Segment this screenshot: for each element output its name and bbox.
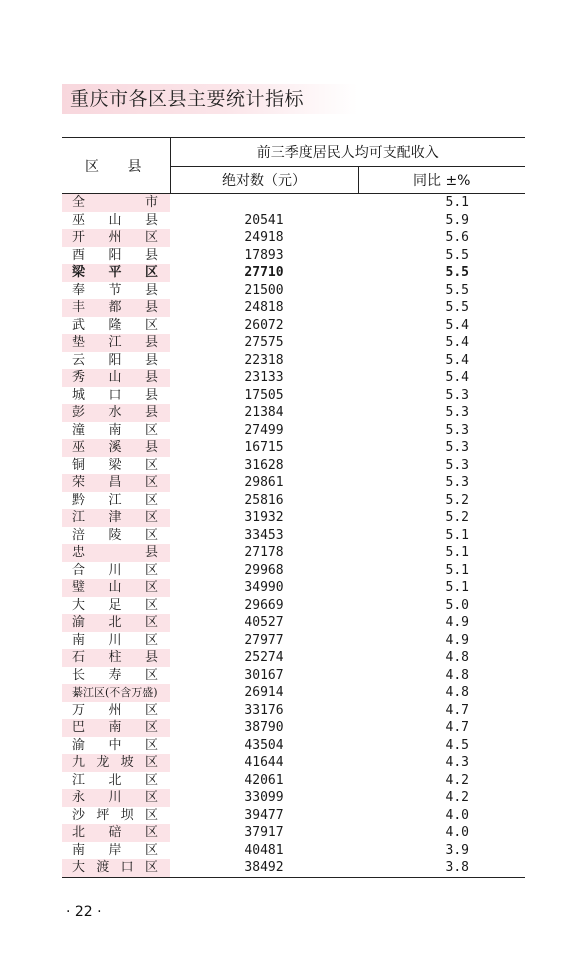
yoy-value-cell: 5.9 xyxy=(445,212,469,228)
region-name-cell xyxy=(62,334,170,352)
region-name-char: 州 xyxy=(108,702,122,718)
table-row xyxy=(62,562,525,580)
table-row xyxy=(62,527,525,545)
absolute-value-cell: 43504 xyxy=(244,737,284,753)
region-name-char: 县 xyxy=(144,387,158,403)
absolute-value-cell: 26072 xyxy=(244,317,284,333)
region-name-char: 北 xyxy=(108,615,122,631)
yoy-value-cell: 4.9 xyxy=(445,615,469,631)
yoy-value-cell: 4.9 xyxy=(445,632,469,648)
region-name-char: 县 xyxy=(144,212,158,228)
table-row xyxy=(62,632,525,650)
region-name-char: 水 xyxy=(108,405,122,421)
table-row xyxy=(62,334,525,352)
absolute-value-cell: 17893 xyxy=(244,247,284,263)
region-name-char: 南 xyxy=(72,632,86,648)
region-name-char: 隆 xyxy=(108,317,122,333)
region-name-cell xyxy=(62,649,170,667)
region-name-char: 区 xyxy=(144,475,158,491)
region-name-cell xyxy=(62,264,170,282)
table-row xyxy=(62,772,525,790)
table-row xyxy=(62,404,525,422)
region-name-char: 区 xyxy=(144,807,158,823)
region-name-cell xyxy=(62,527,170,545)
region-name-cell xyxy=(62,282,170,300)
absolute-value-cell xyxy=(170,194,358,212)
region-name-cell xyxy=(62,299,170,317)
yoy-value-cell: 3.9 xyxy=(445,842,469,858)
absolute-value-cell: 25274 xyxy=(244,650,284,666)
region-name-char: 綦江区(不含万盛) xyxy=(72,686,158,700)
table-row xyxy=(62,194,525,212)
region-name-char: 梁 xyxy=(108,457,122,473)
region-name-char: 丰 xyxy=(72,300,86,316)
absolute-value-cell: 33176 xyxy=(244,702,284,718)
absolute-value-cell: 33453 xyxy=(244,527,284,543)
region-name-char: 璧 xyxy=(72,580,86,596)
table-row xyxy=(62,422,525,440)
table-row xyxy=(62,579,525,597)
absolute-value-cell: 33099 xyxy=(244,790,284,806)
region-name-char: 长 xyxy=(72,667,86,683)
region-name-char: 足 xyxy=(108,597,122,613)
region-name-char: 川 xyxy=(108,562,122,578)
region-name-char: 川 xyxy=(108,790,122,806)
region-name-char: 县 xyxy=(144,352,158,368)
region-name-char: 口 xyxy=(108,387,122,403)
region-name-cell xyxy=(62,422,170,440)
table-row xyxy=(62,807,525,825)
region-name-char: 彭 xyxy=(72,405,86,421)
region-name-char: 中 xyxy=(108,737,122,753)
region-name-cell xyxy=(62,369,170,387)
region-name-char: 口 xyxy=(120,860,134,876)
absolute-value-cell: 27977 xyxy=(244,632,284,648)
absolute-value-cell: 22318 xyxy=(244,352,284,368)
region-name-cell xyxy=(62,439,170,457)
region-name-cell xyxy=(62,492,170,510)
yoy-value-cell: 4.3 xyxy=(445,755,469,771)
yoy-value-cell: 5.3 xyxy=(445,387,469,403)
yoy-value-cell: 5.5 xyxy=(445,265,469,281)
region-name-cell xyxy=(62,859,170,877)
absolute-column-header: 绝对数（元） xyxy=(170,167,358,194)
region-name-char: 北 xyxy=(108,772,122,788)
region-name-char: 渝 xyxy=(72,615,86,631)
yoy-value-cell: 5.1 xyxy=(445,195,469,211)
table-row xyxy=(62,754,525,772)
region-name-char: 大 xyxy=(72,860,86,876)
table-row xyxy=(62,597,525,615)
region-name-char: 县 xyxy=(144,335,158,351)
table-row xyxy=(62,667,525,685)
region-name-char: 区 xyxy=(144,632,158,648)
region-name-char: 铜 xyxy=(72,457,86,473)
table-row xyxy=(62,789,525,807)
table-row xyxy=(62,352,525,370)
absolute-value-cell: 25816 xyxy=(244,492,284,508)
yoy-value-cell: 4.2 xyxy=(445,772,469,788)
region-name-char: 云 xyxy=(72,352,86,368)
table-row xyxy=(62,737,525,755)
table-row xyxy=(62,457,525,475)
region-name-cell xyxy=(62,789,170,807)
region-name-char: 市 xyxy=(144,195,158,211)
region-name-cell xyxy=(62,719,170,737)
region-name-char: 津 xyxy=(108,510,122,526)
region-name-char: 区 xyxy=(144,842,158,858)
region-name-char: 区 xyxy=(144,562,158,578)
absolute-value-cell: 31628 xyxy=(244,457,284,473)
region-name-char: 大 xyxy=(72,597,86,613)
region-name-char: 奉 xyxy=(72,282,86,298)
table-row xyxy=(62,684,525,702)
region-name-cell xyxy=(62,194,170,212)
absolute-value-cell: 21384 xyxy=(244,405,284,421)
region-name-char: 城 xyxy=(72,387,86,403)
table-body xyxy=(62,194,525,878)
table-row xyxy=(62,317,525,335)
region-name-cell xyxy=(62,229,170,247)
absolute-value-cell: 27575 xyxy=(244,335,284,351)
yoy-value-cell: 5.3 xyxy=(445,475,469,491)
yoy-value-cell: 5.1 xyxy=(445,527,469,543)
region-name-char: 州 xyxy=(108,230,122,246)
region-name-char: 山 xyxy=(108,580,122,596)
absolute-value-cell: 40527 xyxy=(244,615,284,631)
absolute-value-cell: 37917 xyxy=(244,825,284,841)
region-name-cell xyxy=(62,824,170,842)
region-name-cell xyxy=(62,247,170,265)
yoy-value-cell: 3.8 xyxy=(358,859,525,877)
page-number: · 22 · xyxy=(66,904,102,920)
table-row xyxy=(62,842,525,860)
table-row xyxy=(62,212,525,230)
absolute-value-cell: 38492 xyxy=(170,859,358,877)
region-name-char: 区 xyxy=(144,702,158,718)
table-row xyxy=(62,439,525,457)
region-name-cell xyxy=(62,614,170,632)
table-row xyxy=(62,247,525,265)
absolute-value-cell: 30167 xyxy=(244,667,284,683)
region-name-cell xyxy=(62,667,170,685)
income-group-header: 前三季度居民人均可支配收入 xyxy=(170,138,525,167)
region-name-char: 区 xyxy=(144,580,158,596)
region-name-char: 都 xyxy=(108,300,122,316)
region-name-char: 柱 xyxy=(108,650,122,666)
yoy-value-cell: 5.2 xyxy=(445,492,469,508)
absolute-value-cell: 34990 xyxy=(244,580,284,596)
table-row xyxy=(62,474,525,492)
yoy-value-cell: 4.7 xyxy=(445,720,469,736)
region-name-cell xyxy=(62,544,170,562)
region-name-char: 巫 xyxy=(72,440,86,456)
region-name-char: 渝 xyxy=(72,737,86,753)
region-name-char: 全 xyxy=(72,195,86,211)
absolute-value-cell: 31932 xyxy=(244,510,284,526)
region-name-cell xyxy=(62,579,170,597)
yoy-value-cell: 5.3 xyxy=(445,440,469,456)
yoy-value-cell: 5.1 xyxy=(445,545,469,561)
region-name-char: 县 xyxy=(144,282,158,298)
region-name-char: 武 xyxy=(72,317,86,333)
region-name-char: 阳 xyxy=(108,352,122,368)
region-name-char: 酉 xyxy=(72,247,86,263)
absolute-value-cell: 38790 xyxy=(244,720,284,736)
region-name-cell xyxy=(62,702,170,720)
region-name-char: 忠 xyxy=(72,545,86,561)
table-row xyxy=(62,264,525,282)
region-name-char: 陵 xyxy=(108,527,122,543)
yoy-value-cell: 5.2 xyxy=(445,510,469,526)
yoy-value-cell: 4.8 xyxy=(445,650,469,666)
region-name-cell xyxy=(62,684,170,702)
region-name-char: 溪 xyxy=(108,440,122,456)
yoy-value-cell: 4.0 xyxy=(445,825,469,841)
region-name-char: 区 xyxy=(144,265,158,281)
region-name-cell xyxy=(62,404,170,422)
region-name-char: 区 xyxy=(144,492,158,508)
absolute-value-cell: 41644 xyxy=(244,755,284,771)
region-name-char: 岸 xyxy=(108,842,122,858)
absolute-value-cell: 42061 xyxy=(244,772,284,788)
region-name-char: 县 xyxy=(144,650,158,666)
table-row xyxy=(62,229,525,247)
region-name-char: 潼 xyxy=(72,422,86,438)
region-name-char: 区 xyxy=(144,720,158,736)
absolute-value-cell: 39477 xyxy=(244,807,284,823)
region-name-char: 县 xyxy=(144,247,158,263)
region-name-char: 山 xyxy=(108,370,122,386)
region-name-char: 秀 xyxy=(72,370,86,386)
yoy-value-cell: 4.8 xyxy=(445,685,469,701)
yoy-value-cell: 5.4 xyxy=(445,370,469,386)
yoy-value-cell: 4.7 xyxy=(445,702,469,718)
region-name-char: 江 xyxy=(72,510,86,526)
table-row xyxy=(62,282,525,300)
region-name-char: 南 xyxy=(72,842,86,858)
region-name-cell xyxy=(62,772,170,790)
yoy-value-cell: 5.5 xyxy=(445,247,469,263)
region-name-char: 区 xyxy=(144,422,158,438)
yoy-value-cell: 5.4 xyxy=(445,352,469,368)
yoy-value-cell: 5.4 xyxy=(445,335,469,351)
yoy-value-cell: 4.0 xyxy=(445,807,469,823)
region-name-char: 县 xyxy=(144,405,158,421)
yoy-column-header: 同比 ±% xyxy=(358,167,525,194)
region-name-char: 黔 xyxy=(72,492,86,508)
absolute-value-cell: 16715 xyxy=(244,440,284,456)
region-column-header: 区 县 xyxy=(62,138,170,194)
region-name-cell xyxy=(62,352,170,370)
absolute-value-cell: 27178 xyxy=(244,545,284,561)
region-name-char: 渡 xyxy=(96,860,110,876)
region-name-char: 节 xyxy=(108,282,122,298)
region-name-cell xyxy=(62,842,170,860)
region-name-char: 涪 xyxy=(72,527,86,543)
yoy-value-cell: 5.4 xyxy=(445,317,469,333)
absolute-value-cell: 24818 xyxy=(244,300,284,316)
region-name-char: 区 xyxy=(144,597,158,613)
region-name-char: 巴 xyxy=(72,720,86,736)
region-name-char: 昌 xyxy=(108,475,122,491)
region-name-cell xyxy=(62,807,170,825)
region-name-char: 阳 xyxy=(108,247,122,263)
absolute-value-cell: 26914 xyxy=(244,685,284,701)
region-name-cell xyxy=(62,632,170,650)
absolute-value-cell: 29669 xyxy=(244,597,284,613)
absolute-value-cell: 20541 xyxy=(244,212,284,228)
region-name-char: 区 xyxy=(144,317,158,333)
absolute-value-cell: 24918 xyxy=(244,230,284,246)
absolute-value-cell: 21500 xyxy=(244,282,284,298)
yoy-value-cell: 4.2 xyxy=(445,790,469,806)
region-name-char: 江 xyxy=(108,492,122,508)
region-name-char: 合 xyxy=(72,562,86,578)
region-name-char: 区 xyxy=(144,790,158,806)
region-name-char: 万 xyxy=(72,702,86,718)
region-name-char: 县 xyxy=(144,370,158,386)
table-row xyxy=(62,369,525,387)
region-name-char: 区 xyxy=(144,667,158,683)
region-name-char: 沙 xyxy=(72,807,86,823)
region-name-char: 平 xyxy=(108,265,122,281)
region-name-char: 寿 xyxy=(108,667,122,683)
absolute-value-cell: 23133 xyxy=(244,370,284,386)
region-name-char: 区 xyxy=(144,737,158,753)
yoy-value-cell: 5.3 xyxy=(445,422,469,438)
region-name-char: 永 xyxy=(72,790,86,806)
table-row xyxy=(62,509,525,527)
region-name-char: 九 xyxy=(72,755,86,771)
region-name-cell xyxy=(62,737,170,755)
yoy-value-cell: 5.3 xyxy=(445,405,469,421)
region-name-cell xyxy=(62,387,170,405)
region-name-char: 江 xyxy=(108,335,122,351)
table-row xyxy=(62,492,525,510)
region-name-char: 区 xyxy=(144,457,158,473)
region-name-char: 县 xyxy=(144,545,158,561)
table-row xyxy=(62,702,525,720)
region-name-cell xyxy=(62,212,170,230)
region-name-char: 区 xyxy=(144,825,158,841)
yoy-value-cell: 5.5 xyxy=(445,300,469,316)
region-name-char: 龙 xyxy=(96,755,110,771)
table-row xyxy=(62,614,525,632)
region-name-char: 县 xyxy=(144,300,158,316)
table-row xyxy=(62,719,525,737)
region-name-char: 北 xyxy=(72,825,86,841)
yoy-value-cell: 5.1 xyxy=(445,562,469,578)
region-name-cell xyxy=(62,562,170,580)
region-name-cell xyxy=(62,509,170,527)
yoy-value-cell: 5.5 xyxy=(445,282,469,298)
region-name-char: 碚 xyxy=(108,825,122,841)
yoy-value-cell: 5.3 xyxy=(445,457,469,473)
yoy-value-cell: 4.5 xyxy=(445,737,469,753)
region-name-char: 江 xyxy=(72,772,86,788)
yoy-value-cell: 5.0 xyxy=(445,597,469,613)
region-name-cell xyxy=(62,317,170,335)
statistics-table xyxy=(62,137,525,878)
absolute-value-cell: 29968 xyxy=(244,562,284,578)
region-name-cell xyxy=(62,474,170,492)
region-name-char: 南 xyxy=(108,422,122,438)
absolute-value-cell: 40481 xyxy=(244,842,284,858)
region-name-char: 梁 xyxy=(72,265,86,281)
region-name-char: 巫 xyxy=(72,212,86,228)
table-row xyxy=(62,824,525,842)
region-name-char: 开 xyxy=(72,230,86,246)
region-name-cell xyxy=(62,457,170,475)
table-row xyxy=(62,649,525,667)
yoy-value-cell: 5.1 xyxy=(445,580,469,596)
region-name-char: 川 xyxy=(108,632,122,648)
region-name-char: 区 xyxy=(144,860,158,876)
region-name-char: 坪 xyxy=(96,807,110,823)
table-row xyxy=(62,544,525,562)
region-name-char: 坡 xyxy=(120,755,134,771)
absolute-value-cell: 17505 xyxy=(244,387,284,403)
region-name-cell xyxy=(62,597,170,615)
region-name-char: 区 xyxy=(144,510,158,526)
table-row xyxy=(62,387,525,405)
table-row xyxy=(62,859,525,877)
yoy-value-cell: 5.6 xyxy=(445,230,469,246)
region-name-char: 坝 xyxy=(120,807,134,823)
region-name-char: 区 xyxy=(144,755,158,771)
absolute-value-cell: 27710 xyxy=(244,265,284,281)
region-name-cell xyxy=(62,754,170,772)
region-name-char: 区 xyxy=(144,772,158,788)
region-name-char: 荣 xyxy=(72,475,86,491)
region-name-char: 垫 xyxy=(72,335,86,351)
region-name-char: 区 xyxy=(144,230,158,246)
absolute-value-cell: 27499 xyxy=(244,422,284,438)
region-name-char: 区 xyxy=(144,615,158,631)
yoy-value-cell: 4.8 xyxy=(445,667,469,683)
region-name-char: 南 xyxy=(108,720,122,736)
region-name-char: 县 xyxy=(144,440,158,456)
table-row xyxy=(62,299,525,317)
region-name-char: 山 xyxy=(108,212,122,228)
region-name-char: 区 xyxy=(144,527,158,543)
absolute-value-cell: 29861 xyxy=(244,475,284,491)
region-name-char: 石 xyxy=(72,650,86,666)
page-title: 重庆市各区县主要统计指标 xyxy=(70,88,305,110)
